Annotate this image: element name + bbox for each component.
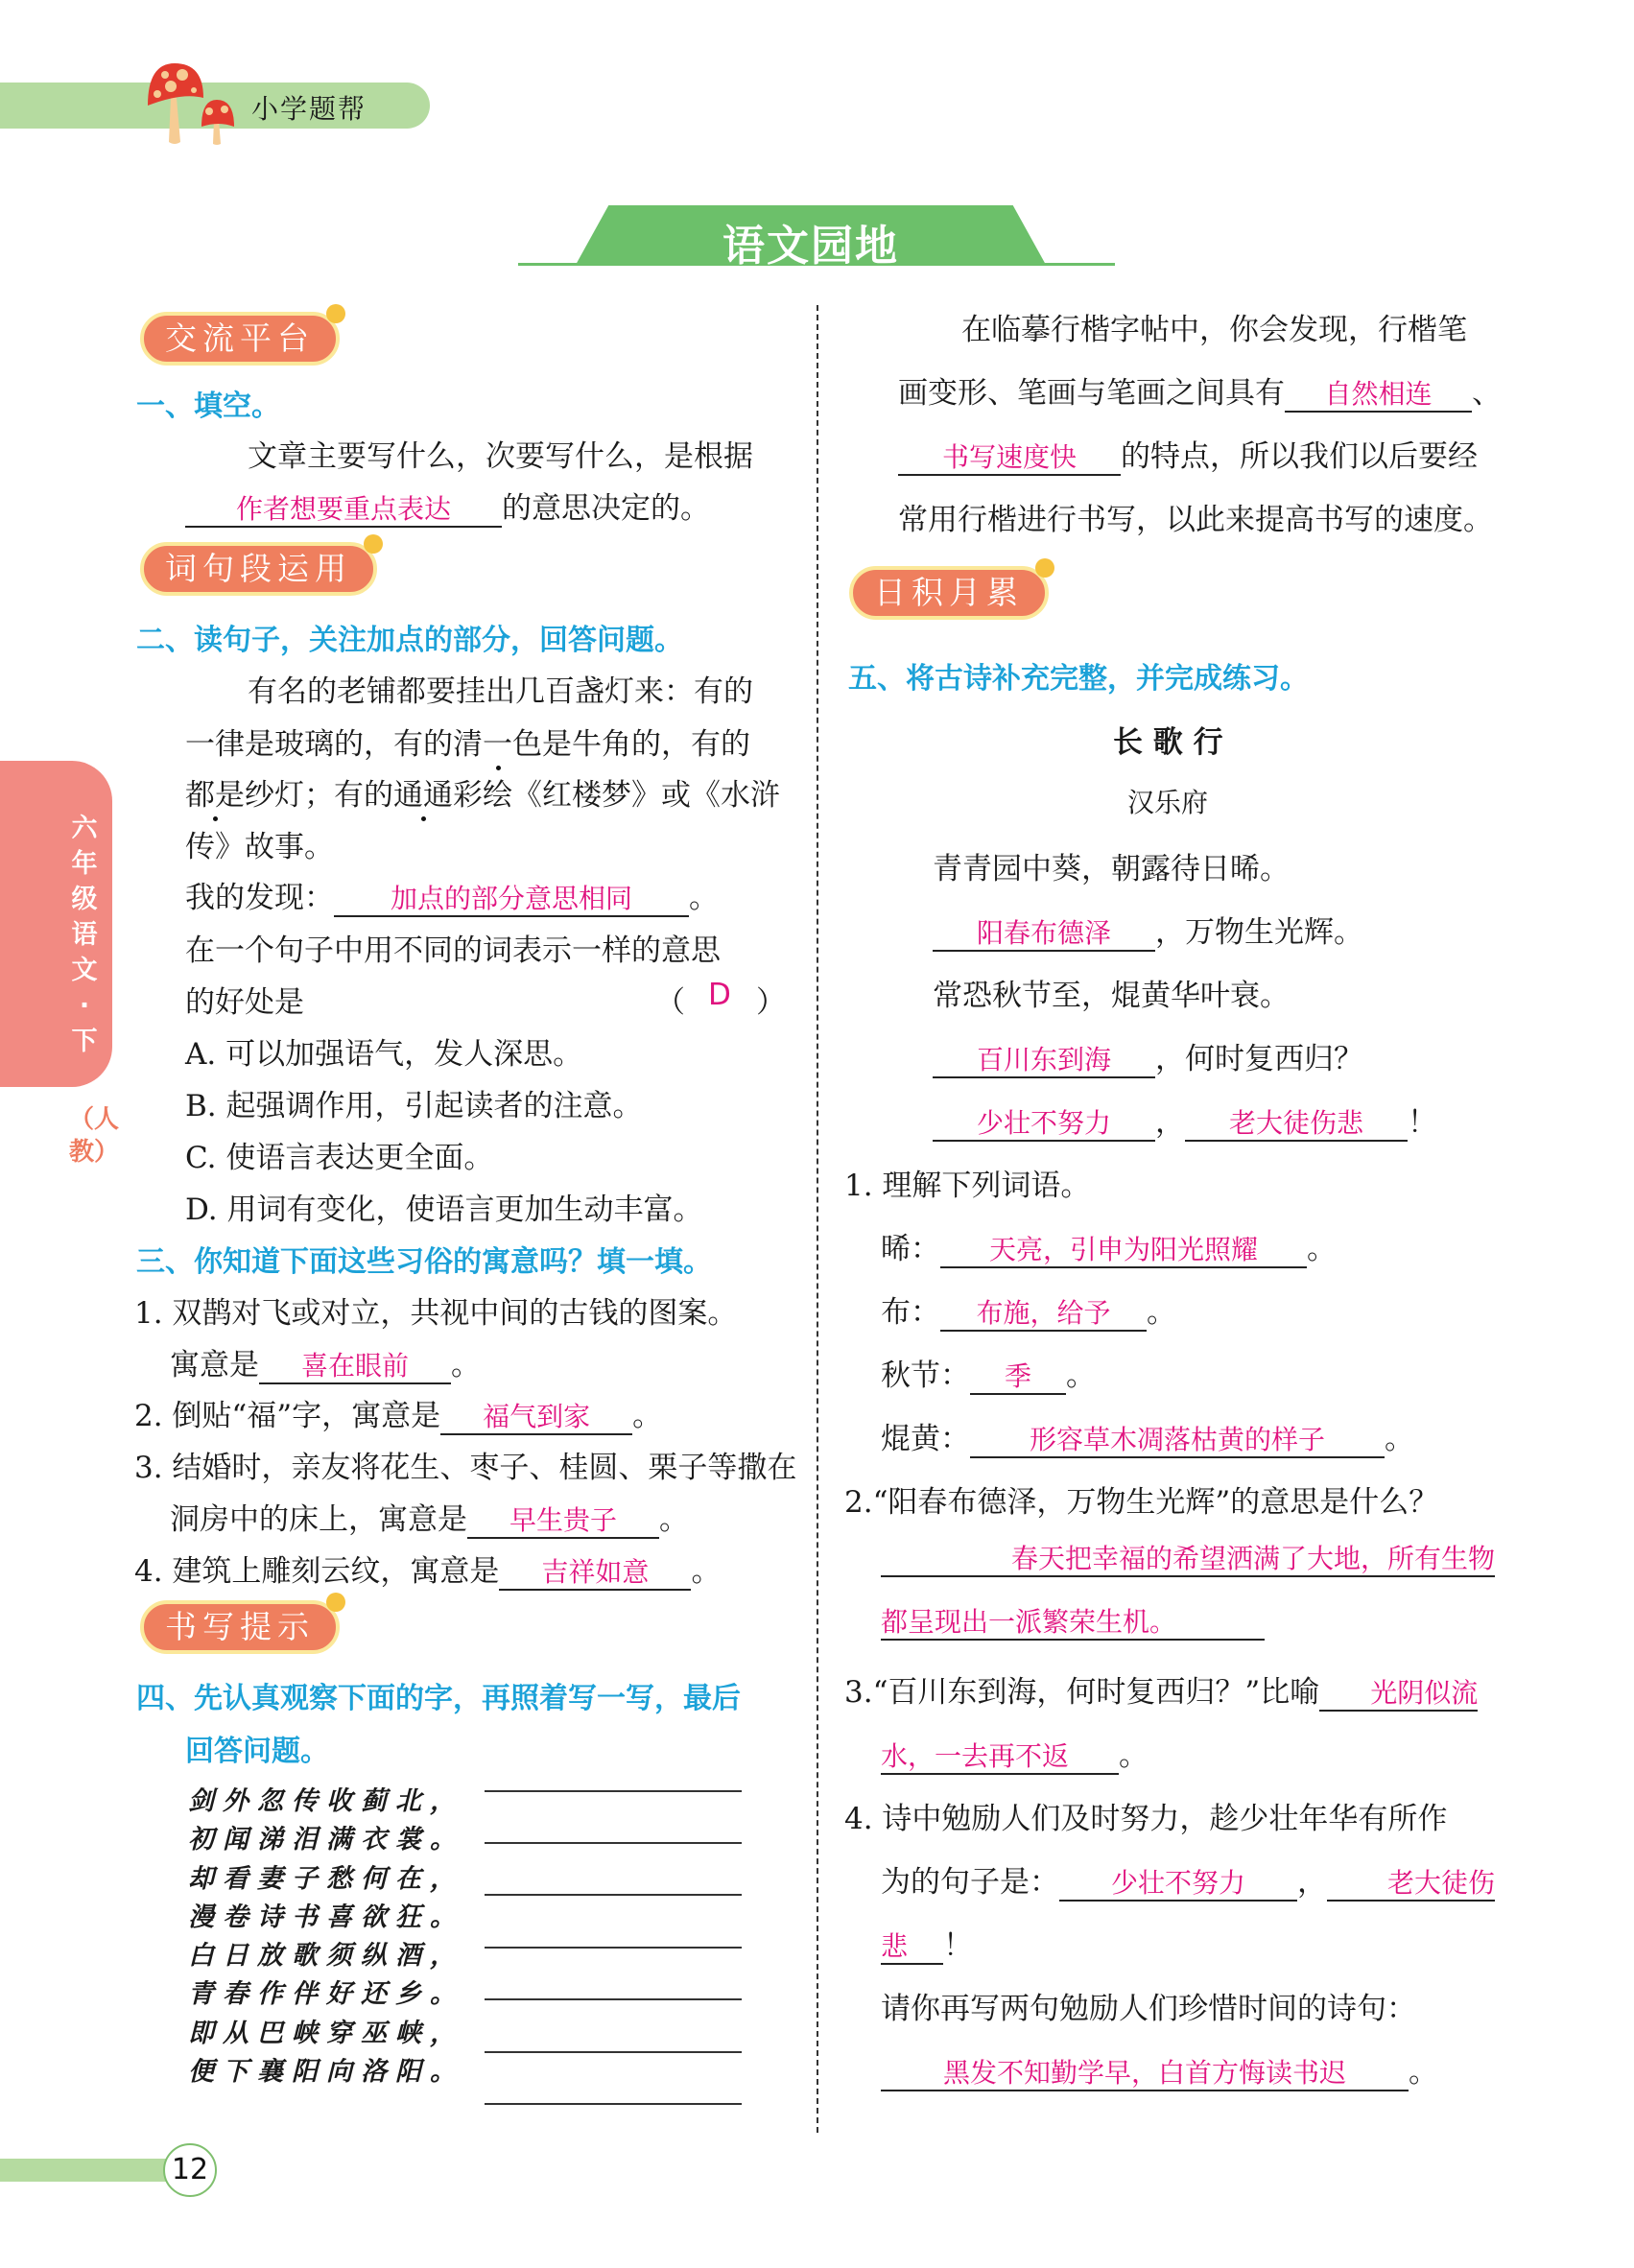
q4-text-1: 在临摹行楷字帖中，你会发现，行楷笔 <box>961 313 1467 347</box>
poem-line: 即从巴峡穿巫峡， <box>188 2019 464 2048</box>
question-2-heading: 二、读句子，关注加点的部分，回答问题。 <box>136 624 683 657</box>
question-1-heading: 一、填空。 <box>136 390 280 423</box>
poem-line: 白日放歌须纵酒， <box>188 1941 464 1971</box>
q4-answer-2[interactable]: 书写速度快 <box>898 441 1121 476</box>
star-icon <box>326 304 345 323</box>
q5-sub4-answer-line3: 黑发不知勤学早，白首方悔读书迟 。 <box>881 2047 1438 2091</box>
word-xi-answer[interactable]: 天亮，引申为阳光照耀 <box>940 1234 1307 1268</box>
star-icon <box>1035 558 1054 578</box>
question-4-heading: 四、先认真观察下面的字，再照着写一写，最后 <box>136 1682 741 1715</box>
q3-answer-3[interactable]: 早生贵子 <box>467 1504 659 1539</box>
q5-answer-l5b[interactable]: 老大徒伤悲 <box>1185 1107 1408 1142</box>
word-xi: 晞： 天亮，引申为阳光照耀 。 <box>881 1232 1337 1266</box>
question-5-heading: 五、将古诗补充完整，并完成练习。 <box>848 662 1309 696</box>
q5-sub2-answer-1[interactable]: 春天把幸福的希望洒满了大地，所有生物 <box>881 1543 1495 1577</box>
q2-para-3: 都是纱灯；有的通通彩绘《红楼梦》或《水浒 <box>185 770 780 814</box>
poem-line-2: 阳春布德泽 ，万物生光辉。 <box>933 908 1363 952</box>
poem-line-5: 少壮不努力 ， 老大徒伤悲 ！ <box>933 1098 1437 1142</box>
poem-author: 汉乐府 <box>1127 787 1209 818</box>
poem-line: 剑外忽传收蓟北， <box>188 1786 464 1816</box>
writing-line[interactable] <box>485 2051 742 2053</box>
word-bu-answer[interactable]: 布施，给予 <box>940 1297 1147 1332</box>
q5-answer-l2[interactable]: 阳春布德泽 <box>933 917 1155 952</box>
q5-sub4-heading-cont: 为的句子是： 少壮不努力 ， 老大徒伤 <box>881 1865 1495 1900</box>
star-icon <box>364 534 383 554</box>
section-badge-daily: 日积月累 <box>849 566 1049 620</box>
q5-sub3-heading: 3.“百川东到海，何时复西归？”比喻 光阴似流 <box>844 1675 1479 1710</box>
poem-line: 却看妻子愁何在， <box>188 1864 464 1894</box>
poem-title: 长 歌 行 <box>1113 725 1223 760</box>
q2-para-4: 传》故事。 <box>185 830 334 864</box>
q2-option-b: B. 起强调作用，引起读者的注意。 <box>185 1089 643 1123</box>
section-badge-writing: 书写提示 <box>140 1600 340 1654</box>
q5-answer-l4[interactable]: 百川东到海 <box>933 1044 1155 1078</box>
writing-line[interactable] <box>485 1790 742 1792</box>
q5-sub2-heading: 2.“阳春布德泽，万物生光辉”的意思是什么？ <box>844 1485 1439 1520</box>
grade-label: 六年级语文·下 <box>71 814 98 1056</box>
q3-answer-2[interactable]: 福气到家 <box>440 1401 632 1435</box>
q1-line2: 作者想要重点表达 的意思决定的。 <box>185 484 710 528</box>
poem-line-4: 百川东到海 ，何时复西归？ <box>933 1034 1363 1078</box>
q5-sub4-answer-line2: 悲 ！ <box>881 1928 973 1963</box>
column-divider <box>817 305 818 2133</box>
q5-answer-l5a[interactable]: 少壮不努力 <box>933 1107 1155 1142</box>
poem-line: 漫卷诗书喜欲狂。 <box>188 1902 464 1932</box>
writing-line[interactable] <box>485 1894 742 1896</box>
q2-option-c: C. 使语言表达更全面。 <box>185 1141 494 1175</box>
q5-sub4-heading: 4. 诗中勉励人们及时努力，趁少壮年华有所作 <box>844 1802 1448 1836</box>
poem-line: 初闻涕泪满衣裳。 <box>188 1825 464 1855</box>
q3-answer-1[interactable]: 喜在眼前 <box>259 1350 451 1384</box>
q4-text-3: 书写速度快 的特点，所以我们以后要经 <box>898 432 1478 476</box>
section-badge-exchange: 交流平台 <box>140 312 340 366</box>
q2-ask-2: 的好处是 （ D ） <box>185 978 786 1020</box>
q5-sub3-answer-line2: 水，一去再不返 。 <box>881 1738 1149 1773</box>
q4-answer-1[interactable]: 自然相连 <box>1285 378 1472 413</box>
q4-text-4: 常用行楷进行书写，以此来提高书写的速度。 <box>898 503 1493 537</box>
q5-sub4-answer-3[interactable]: 黑发不知勤学早，白首方悔读书迟 <box>881 2057 1409 2091</box>
q2-finding: 我的发现： 加点的部分意思相同 。 <box>185 881 719 915</box>
writing-line[interactable] <box>485 1947 742 1949</box>
q5-sub4-answer-2a[interactable]: 老大徒伤 <box>1327 1867 1495 1902</box>
q3-item-1: 1. 双鹊对飞或对立，共视中间的古钱的图案。 <box>134 1296 738 1331</box>
q3-item-4: 4. 建筑上雕刻云纹，寓意是 吉祥如意 。 <box>134 1554 722 1589</box>
q5-sub3-answer-2[interactable]: 水，一去再不返 <box>881 1740 1119 1775</box>
writing-line[interactable] <box>485 2103 742 2105</box>
star-icon <box>326 1593 345 1612</box>
q3-item-1-answer-line: 寓意是 喜在眼前 。 <box>170 1348 481 1382</box>
q4-text-2: 画变形、笔画与笔画之间具有 自然相连 、 <box>898 376 1502 411</box>
poem-line: 青春作伴好还乡。 <box>188 1979 464 2009</box>
q5-sub2-answer-2[interactable]: 都呈现出一派繁荣生机。 <box>881 1606 1265 1641</box>
edition-label: （人教） <box>69 1105 120 1167</box>
poem-line: 便下襄阳向洛阳。 <box>188 2057 464 2087</box>
dotted-word: 清一色 <box>453 720 542 763</box>
page-number: 12 <box>163 2143 217 2197</box>
word-bu: 布： 布施，给予 。 <box>881 1295 1176 1330</box>
question-4-heading-cont: 回答问题。 <box>185 1735 329 1768</box>
q5-sub1-heading: 1. 理解下列词语。 <box>844 1169 1091 1203</box>
q2-option-a: A. 可以加强语气，发人深思。 <box>185 1037 583 1072</box>
q1-text: 文章主要写什么，次要写什么，是根据 <box>248 439 753 474</box>
word-qiujie: 秋节： 季 。 <box>881 1358 1096 1393</box>
q2-option-d: D. 用词有变化，使语言更加生动丰富。 <box>185 1193 703 1227</box>
q3-item-3: 3. 结婚时，亲友将花生、枣子、桂圆、栗子等撒在 <box>134 1451 797 1485</box>
poem-line-1: 青青园中葵，朝露待日晞。 <box>933 852 1290 886</box>
section-badge-usage: 词句段运用 <box>140 542 377 596</box>
footer-band <box>0 2159 178 2182</box>
word-kunhuang: 焜黄： 形容草木凋落枯黄的样子 。 <box>881 1422 1414 1456</box>
writing-line[interactable] <box>485 1998 742 2000</box>
q5-sub4-answer-1[interactable]: 少壮不努力 <box>1059 1867 1297 1902</box>
word-qiujie-answer[interactable]: 季 <box>970 1360 1066 1395</box>
q2-ask-1: 在一个句子中用不同的词表示一样的意思 <box>185 933 721 968</box>
brand-label: 小学题帮 <box>251 93 367 125</box>
q3-answer-4[interactable]: 吉祥如意 <box>499 1556 691 1591</box>
mushroom-icon <box>144 58 240 149</box>
q3-item-2: 2. 倒贴“福”字，寓意是 福气到家 。 <box>134 1399 663 1433</box>
q2-para-2: 一律是玻璃的，有的清一色是牛角的，有的 <box>185 720 750 763</box>
q1-answer[interactable]: 作者想要重点表达 <box>185 493 502 528</box>
q5-sub2-answer-line1 <box>881 1541 1495 1577</box>
q2-finding-answer[interactable]: 加点的部分意思相同 <box>334 883 689 917</box>
poem-line-3: 常恐秋节至，焜黄华叶衰。 <box>933 979 1290 1013</box>
q3-item-3-answer-line: 洞房中的床上，寓意是 早生贵子 。 <box>170 1502 689 1537</box>
q2-para-1: 有名的老铺都要挂出几百盏灯来：有的 <box>248 674 753 709</box>
page-title: 语文园地 <box>722 222 899 271</box>
q5-sub4-answer-2b[interactable]: 悲 <box>881 1930 943 1965</box>
q5-sub3-answer-1[interactable]: 光阴似流 <box>1319 1677 1478 1712</box>
word-kunhuang-answer[interactable]: 形容草木凋落枯黄的样子 <box>970 1424 1385 1458</box>
q2-choice-answer[interactable]: D <box>708 978 731 1012</box>
q5-sub4-ask: 请你再写两句勉励人们珍惜时间的诗句： <box>881 1992 1416 2026</box>
q5-sub2-answer-line2 <box>881 1604 1265 1641</box>
writing-line[interactable] <box>485 1842 742 1844</box>
question-3-heading: 三、你知道下面这些习俗的寓意吗？填一填。 <box>136 1245 712 1279</box>
